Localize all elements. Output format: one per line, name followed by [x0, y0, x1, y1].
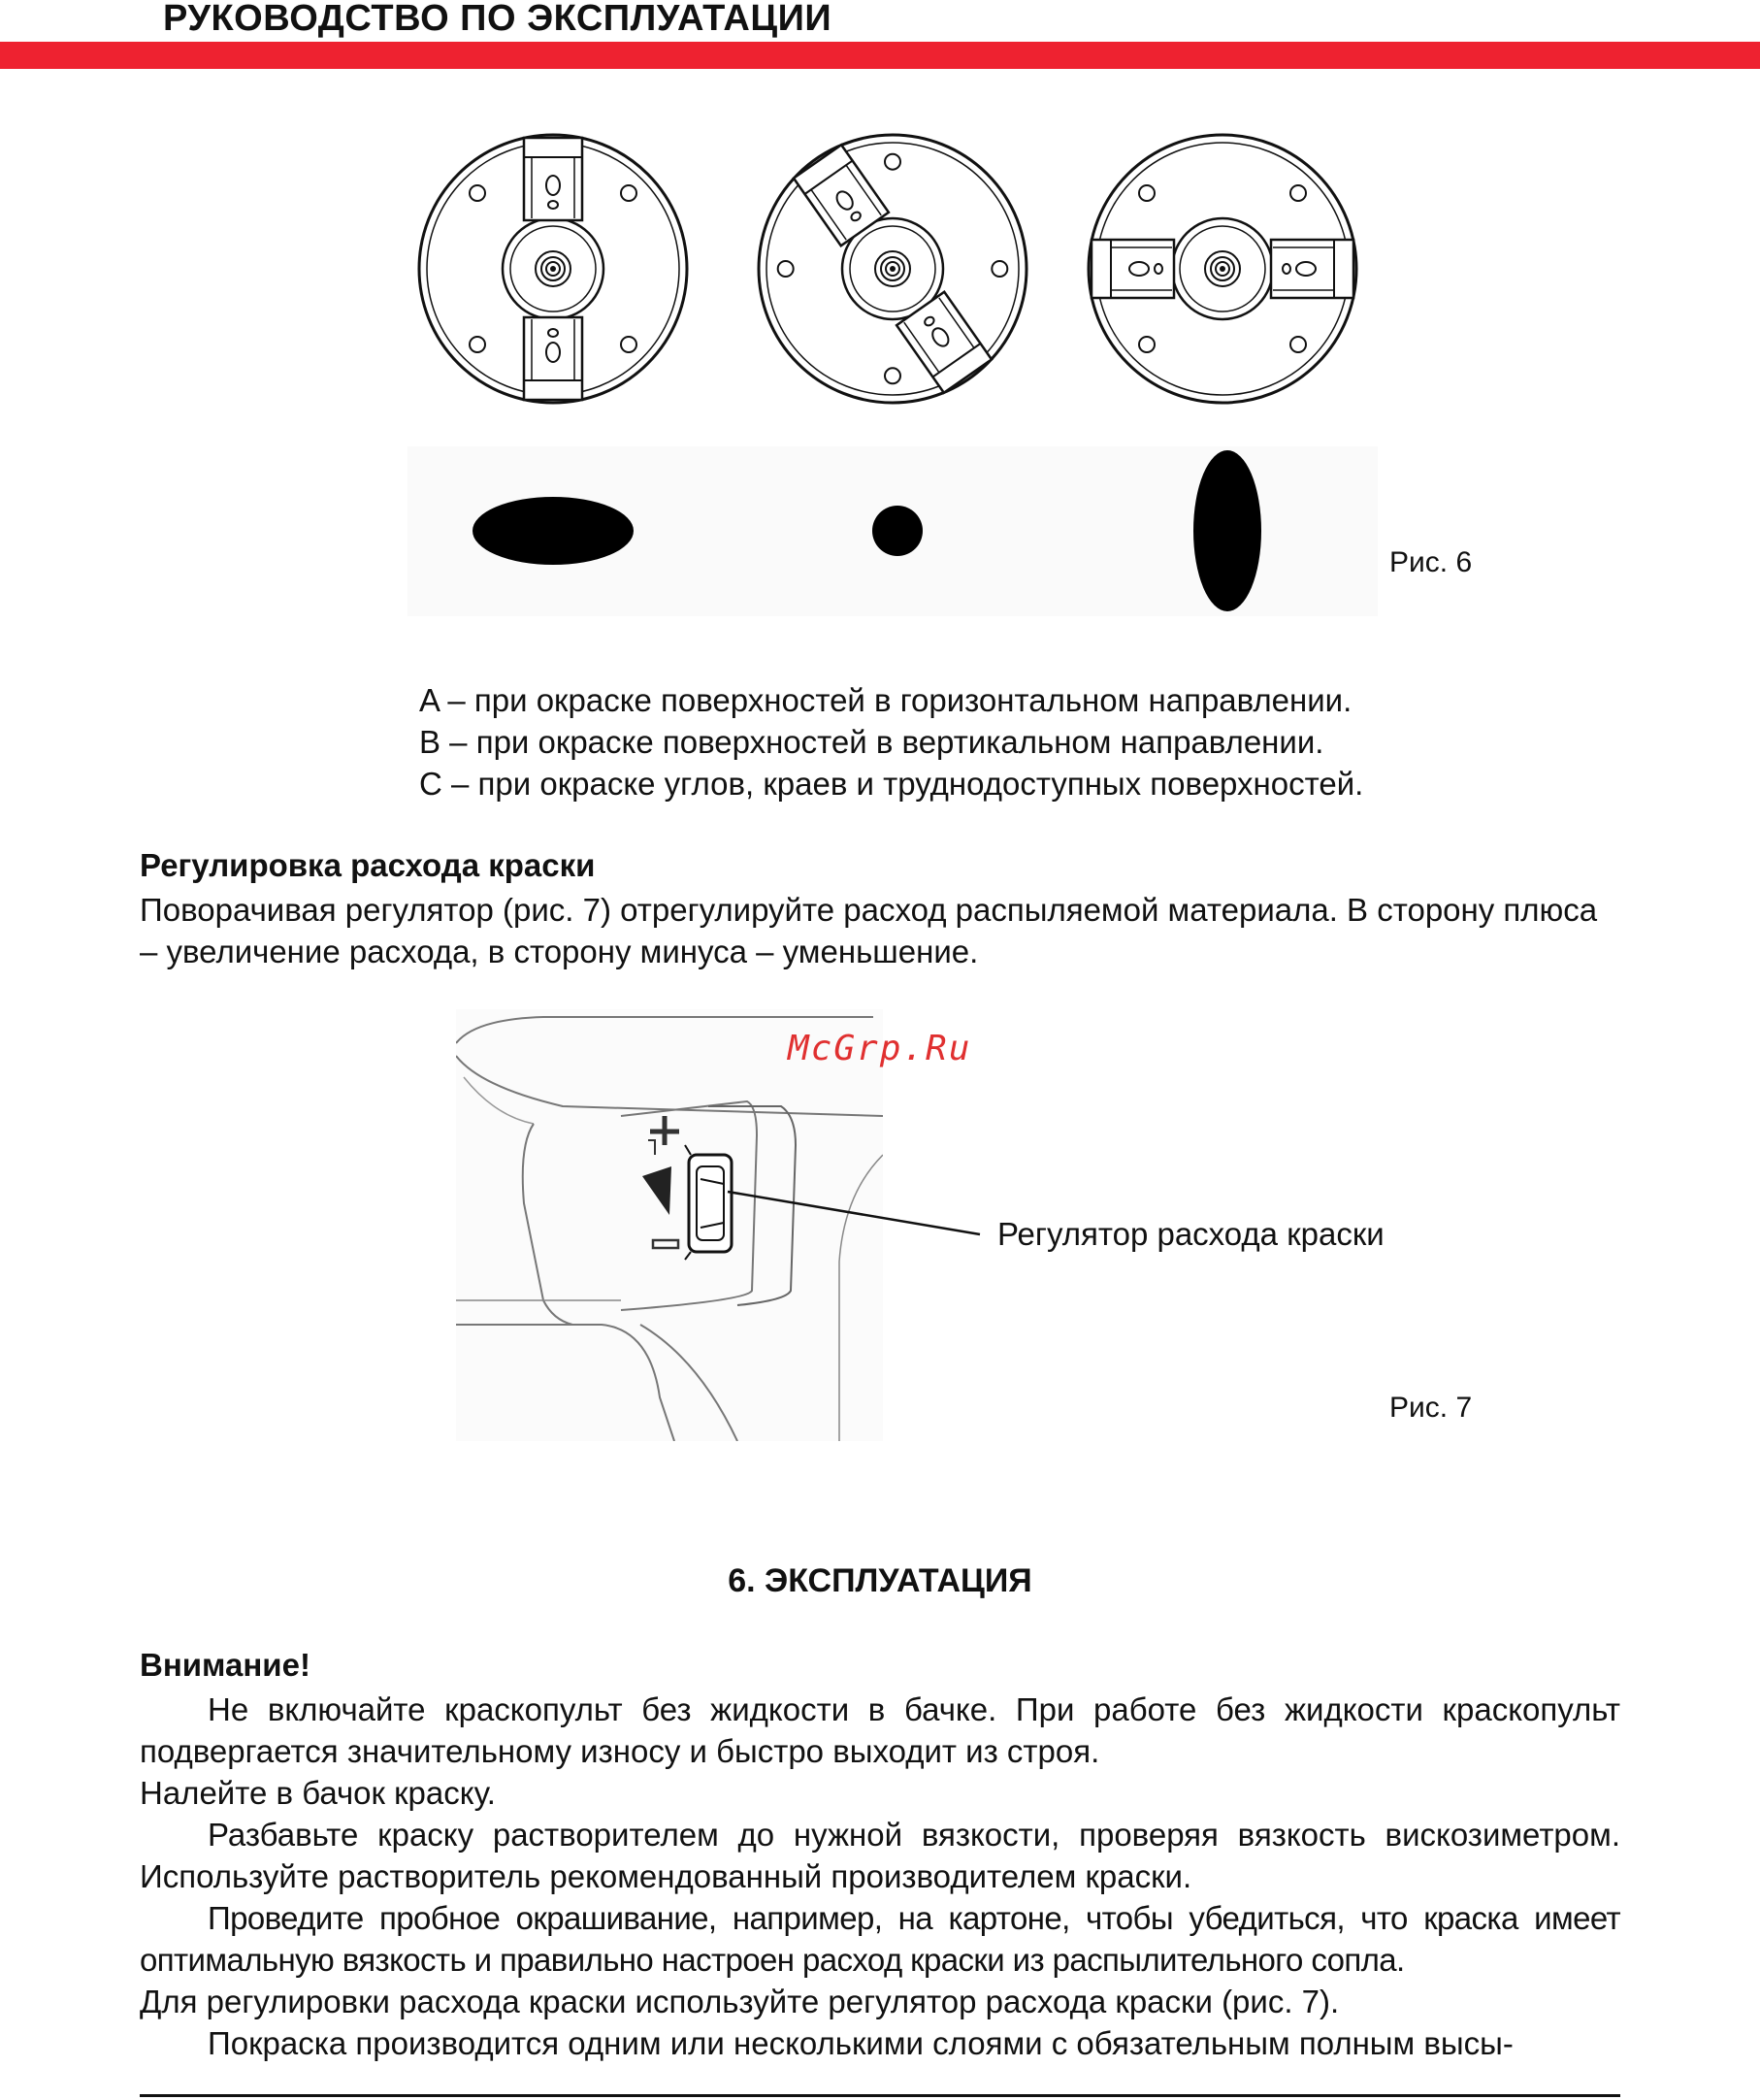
flow-section-text: Поворачивая регулятор (рис. 7) отрегулируйте расход распыляемой материала. В сторону плюса – увеличение расхода, в сторону минуса – уменьшение. — [140, 892, 1598, 969]
paragraph-use-regulator: Для регулировки расхода краски используйте регулятор расхода краски (рис. 7). — [140, 1984, 1340, 2019]
spray-pattern-vertical — [1193, 450, 1261, 611]
attention-heading: Внимание! — [140, 1647, 310, 1683]
legend-line-c: C – при окраске углов, краев и труднодоступных поверхностей. — [419, 766, 1364, 802]
figure-6-nozzle-diagrams — [407, 126, 1378, 631]
nozzle-position-b — [759, 135, 1027, 403]
paragraph-test-spray: Проведите пробное окрашивание, например, на картоне, чтобы убедиться, что краска имеет оптимальную вязкость и правильно настроен расход краски из распылительного сопла. — [140, 1900, 1620, 1978]
regulator-callout-label: Регулятор расхода краски — [997, 1216, 1385, 1252]
spray-pattern-horizontal — [473, 497, 634, 565]
page-header-title: РУКОВОДСТВО ПО ЭКСПЛУАТАЦИИ — [163, 0, 832, 39]
legend-line-b: B – при окраске поверхностей в вертикальном направлении. — [419, 724, 1324, 760]
watermark-text: McGrp.Ru — [788, 1029, 972, 1068]
paragraph-dilute-paint: Разбавьте краску растворителем до нужной вязкости, проверяя вязкость вискозиметром. Используйте растворитель рекомендованный производителем краски. — [140, 1817, 1620, 1894]
header-red-bar — [0, 42, 1760, 69]
paragraph-fill-tank: Налейте в бачок краску. — [140, 1775, 496, 1811]
callout-leader-line — [726, 1184, 988, 1242]
paragraph-painting-layers: Покраска производится одним или несколькими слоями с обязательным полным высы- — [208, 2025, 1514, 2061]
flow-section-heading: Регулировка расхода краски — [140, 847, 596, 883]
figure-6-label: Рис. 6 — [1389, 546, 1473, 578]
paragraph-no-dry-run: Не включайте краскопульт без жидкости в бачке. При работе без жидкости краскопульт подвергается значительному износу и быстро выходит из строя. — [140, 1691, 1620, 1769]
figure-7-label: Рис. 7 — [1389, 1392, 1473, 1424]
legend-line-a: A – при окраске поверхностей в горизонтальном направлении. — [419, 682, 1353, 718]
nozzle-position-a — [419, 135, 687, 403]
section-6-title: 6. ЭКСПЛУАТАЦИЯ — [728, 1562, 1032, 1599]
section-6-body — [140, 1689, 1620, 2064]
spray-pattern-round — [872, 506, 923, 556]
bottom-rule — [140, 2094, 1620, 2097]
nozzle-position-c — [1089, 135, 1356, 403]
